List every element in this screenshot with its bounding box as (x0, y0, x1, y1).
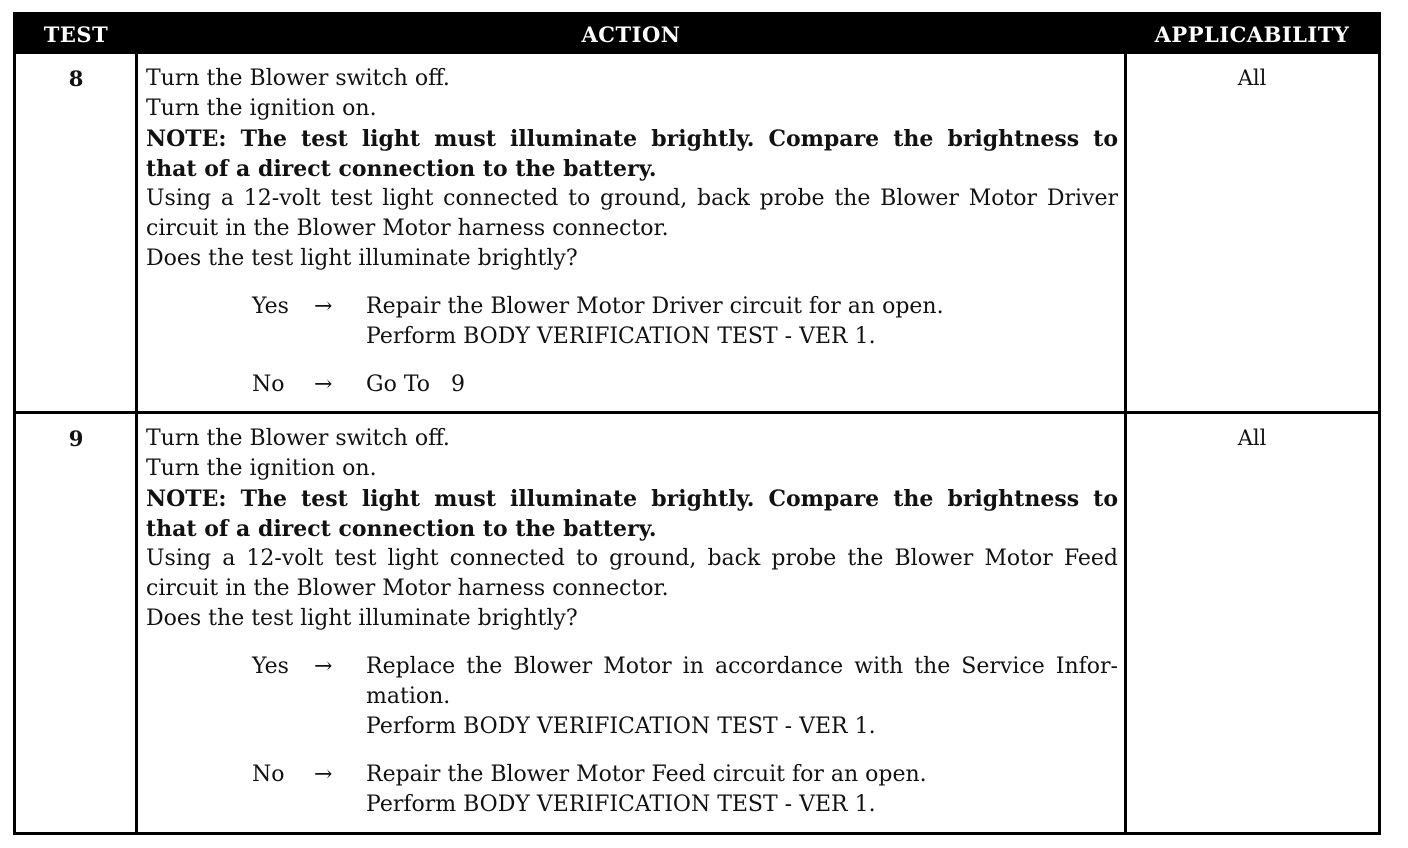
note-line: NOTE: The test light must illuminate brightly. Compare the brightness to (146, 126, 1118, 152)
arrow-right-icon: → (314, 372, 333, 397)
table-row (16, 414, 1378, 832)
no-label: No (252, 372, 285, 397)
arrow-right-icon: → (314, 762, 333, 787)
test-number: 9 (68, 426, 84, 451)
action-line: Turn the ignition on. (146, 456, 377, 481)
no-text (366, 370, 1118, 400)
table-header (16, 15, 1378, 54)
header-applicability: APPLICABILITY (1154, 22, 1350, 47)
note-line: that of a direct connection to the battery. (146, 516, 657, 542)
action-line: Turn the ignition on. (146, 96, 377, 121)
arrow-right-icon: → (314, 654, 333, 679)
yes-label: Yes (252, 294, 289, 319)
action-cell (146, 64, 1118, 400)
action-line: Turn the Blower switch off. (146, 66, 450, 91)
no-label: No (252, 762, 285, 787)
response-line: Repair the Blower Motor Feed circuit for an open. (366, 762, 927, 787)
table-row (16, 54, 1378, 411)
response-line: Go To 9 (366, 372, 465, 397)
no-response (146, 370, 1118, 400)
yes-label: Yes (252, 654, 289, 679)
response-line: mation. (366, 684, 451, 709)
action-line: circuit in the Blower Motor harness connector. (146, 216, 669, 241)
yes-text (366, 652, 1118, 742)
action-line: Using a 12-volt test light connected to ground, back probe the Blower Motor Driver (146, 186, 1118, 211)
response-line: Perform BODY VERIFICATION TEST - VER 1. (366, 324, 876, 349)
no-response (146, 760, 1118, 820)
yes-response (146, 652, 1118, 742)
response-line: Repair the Blower Motor Driver circuit for an open. (366, 294, 944, 319)
action-line: circuit in the Blower Motor harness connector. (146, 576, 669, 601)
response-line: Perform BODY VERIFICATION TEST - VER 1. (366, 792, 876, 817)
arrow-right-icon: → (314, 294, 333, 319)
yes-text (366, 292, 1118, 352)
response-line: Replace the Blower Motor in accordance with the Service Infor- (366, 654, 1118, 679)
note-line: that of a direct connection to the battery. (146, 156, 657, 182)
diagnostic-table (13, 12, 1381, 835)
applicability-value: All (1237, 66, 1267, 90)
header-test: TEST (43, 22, 109, 47)
applicability-value: All (1237, 426, 1267, 450)
yes-response (146, 292, 1118, 352)
question-line: Does the test light illuminate brightly? (146, 246, 578, 271)
action-cell (146, 424, 1118, 820)
note-line: NOTE: The test light must illuminate brightly. Compare the brightness to (146, 486, 1118, 512)
test-number: 8 (68, 66, 84, 91)
header-action: ACTION (581, 22, 681, 47)
question-line: Does the test light illuminate brightly? (146, 606, 578, 631)
action-line: Turn the Blower switch off. (146, 426, 450, 451)
action-line: Using a 12-volt test light connected to ground, back probe the Blower Motor Feed (146, 546, 1118, 571)
response-line: Perform BODY VERIFICATION TEST - VER 1. (366, 714, 876, 739)
no-text (366, 760, 1118, 820)
